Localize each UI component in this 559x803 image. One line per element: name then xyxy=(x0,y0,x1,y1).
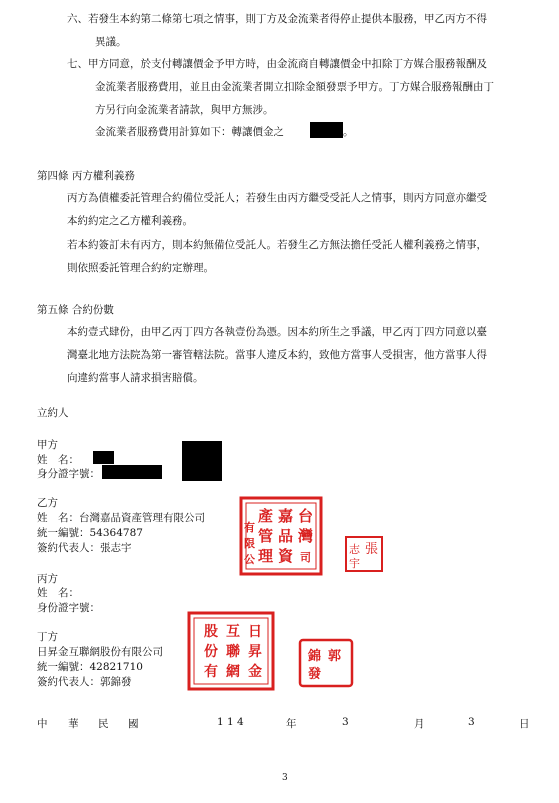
svg-text:金: 金 xyxy=(248,664,262,680)
clause-7-line-3: 方另行向金流業者請款，與甲方無涉。 xyxy=(95,104,274,116)
redacted-party-a-id xyxy=(102,465,162,479)
party-d-label: 丁方 xyxy=(37,631,58,643)
svg-text:資: 資 xyxy=(278,547,294,565)
article-4-p2-line-1: 若本約簽訂未有丙方，則本約無備位受託人。若發生乙方無法擔任受託人權利義務之情事， xyxy=(67,239,487,251)
party-b-company-seal xyxy=(238,495,324,577)
party-b-rep-line: 簽約代表人：張志宇 xyxy=(37,542,132,554)
svg-text:理: 理 xyxy=(258,547,274,565)
party-d-rep-seal xyxy=(298,638,354,688)
svg-text:司: 司 xyxy=(300,551,311,564)
svg-text:聯: 聯 xyxy=(226,644,240,660)
svg-text:股: 股 xyxy=(204,624,218,640)
party-c-id-label: 身份證字號： xyxy=(37,602,100,614)
party-d-uid-line: 統一編號：42821710 xyxy=(37,661,143,673)
party-d-company-seal xyxy=(186,610,276,692)
date-char-3: 民 xyxy=(98,718,109,730)
clause-7-line-2: 金流業者服務費用，並且由金流業者開立扣除金額發票予甲方。丁方媒合服務報酬由丁 xyxy=(95,81,494,93)
redacted-party-a-seal xyxy=(182,441,222,481)
party-c-name-label: 姓 名： xyxy=(37,587,79,599)
date-month-unit: 月 xyxy=(414,718,425,730)
svg-text:發: 發 xyxy=(308,667,322,682)
date-char-4: 國 xyxy=(128,718,139,730)
article-5-line-3: 向違約當事人請求損害賠償。 xyxy=(67,372,204,384)
party-a-label: 甲方 xyxy=(37,439,58,451)
article-4-heading: 第四條 丙方權利義務 xyxy=(37,170,135,182)
article-4-p1-line-2: 本約約定之乙方權利義務。 xyxy=(67,215,193,227)
date-day-unit: 日 xyxy=(519,718,530,730)
svg-text:管: 管 xyxy=(258,527,274,545)
party-b-rep-seal xyxy=(344,535,384,573)
svg-text:有: 有 xyxy=(204,664,218,680)
svg-text:品: 品 xyxy=(278,527,294,545)
svg-text:公: 公 xyxy=(244,553,255,566)
svg-text:有: 有 xyxy=(244,521,255,534)
svg-text:張: 張 xyxy=(365,542,379,557)
svg-text:志: 志 xyxy=(349,543,360,556)
svg-text:台: 台 xyxy=(298,507,314,525)
redacted-fee-rate xyxy=(310,122,343,138)
svg-text:產: 產 xyxy=(258,507,274,525)
svg-text:灣: 灣 xyxy=(298,527,314,545)
party-a-id-label: 身分證字號： xyxy=(37,468,100,480)
svg-text:網: 網 xyxy=(226,664,240,680)
svg-text:錦: 錦 xyxy=(308,649,322,664)
party-b-name-line: 姓 名：台灣嘉品資產管理有限公司 xyxy=(37,512,205,524)
svg-text:嘉: 嘉 xyxy=(278,507,294,525)
clause-6-line-1: 六、若發生本約第二條第七項之情事，則丁方及金流業者得停止提供本服務，甲乙丙方不得 xyxy=(67,13,487,25)
date-year: 1 1 4 xyxy=(217,716,244,728)
redacted-party-a-name xyxy=(93,451,114,464)
article-5-line-2: 灣臺北地方法院為第一審管轄法院。當事人違反本約，致他方當事人受損害，他方當事人得 xyxy=(67,349,487,361)
page-number: 3 xyxy=(282,773,288,783)
party-d-company-line: 日昇金互聯網股份有限公司 xyxy=(37,646,163,658)
party-a-name-label: 姓 名： xyxy=(37,454,79,466)
article-5-heading: 第五條 合約份數 xyxy=(37,304,114,316)
clause-7-line-1: 七、甲方同意，於支付轉讓價金予甲方時，由金流商自轉讓價金中扣除丁方媒合服務報酬及 xyxy=(67,58,487,70)
svg-text:限: 限 xyxy=(244,537,255,550)
date-month: 3 xyxy=(342,716,349,728)
article-4-p1-line-1: 丙方為債權委託管理合約備位受託人；若發生由丙方繼受受託人之情事，則丙方同意亦繼受 xyxy=(67,192,487,204)
signatories-title: 立約人 xyxy=(37,407,69,419)
party-b-label: 乙方 xyxy=(37,497,58,509)
svg-text:互: 互 xyxy=(226,624,240,640)
svg-text:昇: 昇 xyxy=(248,644,262,660)
clause-7-line-4: 金流業者服務費用計算如下：轉讓價金之 xyxy=(95,126,284,138)
svg-text:份: 份 xyxy=(204,644,218,660)
article-4-p2-line-2: 則依照委託管理合約約定辦理。 xyxy=(67,262,214,274)
svg-text:郭: 郭 xyxy=(328,649,342,664)
date-day: 3 xyxy=(468,716,475,728)
svg-text:宇: 宇 xyxy=(349,557,360,570)
article-5-line-1: 本約壹式肆份，由甲乙丙丁四方各執壹份為憑。因本約所生之爭議，甲乙丙丁四方同意以臺 xyxy=(67,326,487,338)
date-char-2: 華 xyxy=(68,718,79,730)
party-d-rep-line: 簽約代表人：郭錦發 xyxy=(37,676,132,688)
date-year-unit: 年 xyxy=(286,718,297,730)
clause-6-line-2: 異議。 xyxy=(95,36,127,48)
date-char-1: 中 xyxy=(37,718,48,730)
clause-7-line-4-end: 。 xyxy=(343,126,354,138)
party-c-label: 丙方 xyxy=(37,573,58,585)
party-b-uid-line: 統一編號：54364787 xyxy=(37,527,143,539)
svg-text:日: 日 xyxy=(248,624,262,640)
